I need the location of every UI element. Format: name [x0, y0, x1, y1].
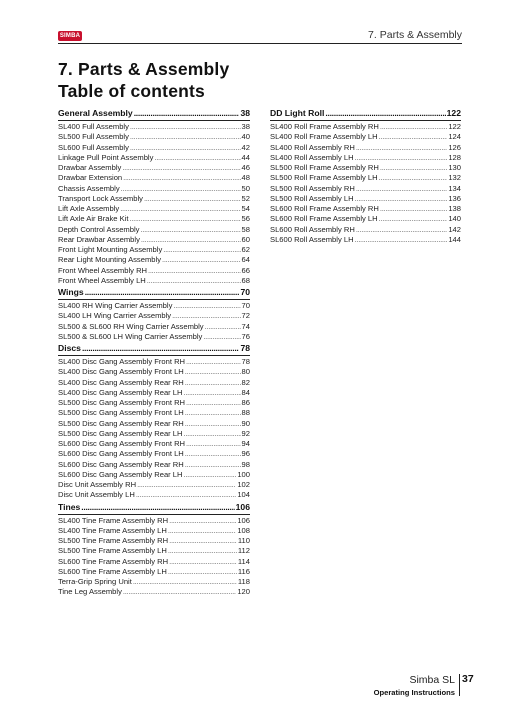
toc-entry-page: 104 — [237, 490, 250, 500]
toc-entry-page: 130 — [448, 163, 461, 172]
toc-entry-label: SL500 Roll Assembly RH — [270, 183, 355, 193]
toc-entry[interactable] — [58, 143, 250, 153]
toc-entry[interactable] — [58, 255, 250, 265]
toc-entry[interactable] — [58, 470, 250, 480]
toc-entry[interactable] — [58, 332, 250, 342]
toc-entry-label: SL600 Disc Gang Assembly Rear RH — [58, 459, 184, 469]
toc-entry-page: 124 — [448, 132, 461, 142]
toc-title: Table of contents — [58, 81, 205, 101]
toc-entry-page: 122 — [448, 122, 461, 131]
toc-leader-dots — [185, 449, 241, 459]
toc-entry-label: SL400 Disc Gang Assembly Front RH — [58, 357, 186, 366]
toc-entry-label: Disc Unit Assembly LH — [58, 490, 135, 500]
toc-entry[interactable] — [58, 388, 250, 398]
toc-section — [58, 502, 250, 598]
toc-section-heading[interactable] — [58, 343, 250, 354]
toc-entry-label: SL600 Tine Frame Assembly RH — [58, 556, 169, 566]
toc-entry-label: SL500 Disc Gang Assembly Front LH — [58, 408, 184, 418]
toc-entry[interactable] — [58, 214, 250, 224]
toc-entry[interactable] — [58, 153, 250, 163]
toc-entry[interactable] — [270, 173, 461, 183]
toc-entry[interactable] — [58, 490, 250, 500]
toc-entry[interactable] — [270, 163, 461, 173]
toc-entry-label: SL500 Disc Gang Assembly Rear LH — [58, 428, 183, 438]
toc-entry-label: SL400 Roll Assembly RH — [270, 142, 355, 152]
toc-entry-label: Drawbar Extension — [58, 173, 123, 183]
header-divider — [58, 43, 462, 44]
toc-entry[interactable] — [58, 546, 250, 556]
footer-product-name: Simba SL — [409, 674, 455, 686]
toc-entry-label: SL400 LH Wing Carrier Assembly — [58, 311, 172, 321]
toc-entry[interactable] — [58, 419, 250, 429]
toc-entry-label: SL600 Disc Gang Assembly Front LH — [58, 449, 184, 459]
toc-leader-dots — [81, 502, 234, 513]
toc-entry[interactable] — [58, 460, 250, 470]
toc-leader-dots — [380, 122, 447, 132]
toc-entry-page: 140 — [448, 214, 461, 224]
toc-entry-page: 54 — [241, 204, 250, 213]
toc-entry-label: SL600 Roll Frame Assembly LH — [270, 214, 378, 224]
toc-entry-page: 100 — [237, 469, 250, 479]
toc-leader-dots — [379, 132, 448, 142]
toc-entry[interactable] — [58, 480, 250, 490]
toc-entry-page: 82 — [241, 377, 250, 387]
toc-entry-page: 46 — [241, 163, 250, 172]
toc-entry[interactable] — [58, 577, 250, 587]
toc-leader-dots — [148, 266, 241, 276]
footer-subtitle: Operating Instructions — [373, 688, 455, 697]
toc-entry[interactable] — [58, 163, 250, 173]
toc-entry-label: SL400 Roll Frame Assembly RH — [270, 122, 379, 131]
toc-leader-dots — [185, 367, 241, 377]
toc-entry-label: Front Wheel Assembly RH — [58, 265, 148, 275]
toc-section-divider — [58, 514, 250, 515]
toc-entry[interactable] — [270, 235, 461, 245]
toc-entry-page: 92 — [241, 428, 250, 438]
toc-entry-label: SL600 Tine Frame Assembly LH — [58, 566, 167, 576]
toc-entry-label: Rear Light Mounting Assembly — [58, 255, 161, 265]
toc-leader-dots — [168, 526, 236, 536]
toc-leader-dots — [130, 132, 241, 142]
page-number: 37 — [462, 673, 474, 685]
toc-entry[interactable] — [270, 194, 461, 204]
toc-entry[interactable] — [270, 204, 461, 214]
simba-logo — [58, 31, 82, 41]
toc-leader-dots — [141, 235, 241, 245]
toc-leader-dots — [147, 276, 241, 286]
toc-heading-label: General Assembly — [58, 108, 133, 118]
toc-leader-dots — [85, 287, 240, 298]
toc-entry-label: SL600 Roll Assembly LH — [270, 234, 354, 244]
toc-entry-label: SL400 RH Wing Carrier Assembly — [58, 301, 173, 310]
toc-entry-page: 86 — [241, 398, 250, 407]
toc-entry-label: SL500 Roll Frame Assembly RH — [270, 163, 379, 172]
toc-leader-dots — [185, 419, 241, 429]
toc-leader-dots — [121, 184, 241, 194]
logo-text: SIMBA — [59, 33, 81, 39]
toc-entry[interactable] — [270, 132, 461, 142]
toc-entry[interactable] — [58, 536, 250, 546]
toc-leader-dots — [184, 388, 241, 398]
toc-section-heading[interactable] — [270, 108, 461, 119]
toc-entry-label: SL600 Roll Frame Assembly RH — [270, 204, 379, 213]
toc-leader-dots — [184, 429, 241, 439]
toc-entry-page: 116 — [237, 566, 250, 576]
toc-heading-page: 122 — [446, 108, 461, 118]
toc-entry-page: 58 — [241, 224, 250, 234]
toc-leader-dots — [169, 536, 237, 546]
toc-entry[interactable] — [58, 173, 250, 183]
toc-entry-page: 44 — [241, 152, 250, 162]
toc-entry-label: Terra-Grip Spring Unit — [58, 577, 132, 586]
toc-leader-dots — [203, 332, 240, 342]
toc-leader-dots — [122, 163, 240, 173]
toc-entry-label: SL400 Roll Frame Assembly LH — [270, 132, 378, 142]
toc-entry-page: 76 — [241, 331, 250, 341]
toc-entry-label: SL400 Full Assembly — [58, 122, 129, 131]
footer-divider — [459, 674, 460, 696]
toc-entry-page: 110 — [237, 536, 250, 545]
toc-entry-label: Disc Unit Assembly RH — [58, 480, 137, 489]
toc-leader-dots — [169, 516, 236, 526]
toc-entry[interactable] — [58, 322, 250, 332]
toc-leader-dots — [356, 143, 447, 153]
toc-entry-page: 96 — [241, 449, 250, 459]
toc-heading-label: Tines — [58, 501, 81, 512]
toc-entry[interactable] — [58, 266, 250, 276]
toc-entry-page: 90 — [241, 418, 250, 428]
toc-entry[interactable] — [58, 276, 250, 286]
toc-entry-page: 52 — [241, 193, 250, 203]
toc-leader-dots — [185, 460, 241, 470]
toc-entry-page: 112 — [237, 546, 250, 556]
toc-entry[interactable] — [58, 516, 250, 526]
toc-entry[interactable] — [270, 153, 461, 163]
toc-left-column — [58, 108, 250, 599]
toc-entry[interactable] — [58, 398, 250, 408]
toc-entry[interactable] — [58, 587, 250, 597]
toc-leader-dots — [380, 204, 447, 214]
toc-entry-label: SL400 Tine Frame Assembly RH — [58, 515, 169, 525]
toc-leader-dots — [356, 225, 447, 235]
toc-section-divider — [58, 355, 250, 356]
toc-entry[interactable] — [58, 132, 250, 142]
toc-entry-page: 144 — [448, 234, 461, 244]
toc-entry[interactable] — [58, 184, 250, 194]
toc-entry-page: 128 — [448, 152, 461, 162]
toc-entry[interactable] — [58, 449, 250, 459]
toc-heading-label: Discs — [58, 343, 81, 353]
toc-entry-page: 134 — [448, 183, 461, 193]
toc-entry[interactable] — [270, 225, 461, 235]
toc-entry-label: SL500 Disc Gang Assembly Rear RH — [58, 418, 184, 428]
toc-entry-page: 42 — [241, 142, 250, 152]
toc-section — [58, 343, 250, 501]
toc-leader-dots — [186, 398, 241, 408]
toc-entry-page: 84 — [241, 387, 250, 397]
toc-section — [270, 108, 461, 245]
header-section-title: 7. Parts & Assembly — [368, 29, 462, 41]
toc-heading-page: 106 — [235, 501, 250, 512]
toc-leader-dots — [130, 143, 241, 153]
toc-leader-dots — [130, 122, 241, 132]
toc-entry-page: 68 — [241, 275, 250, 285]
toc-entry[interactable] — [270, 214, 461, 224]
toc-entry-label: SL500 Full Assembly — [58, 132, 129, 142]
toc-leader-dots — [185, 378, 241, 388]
toc-entry[interactable] — [58, 429, 250, 439]
toc-entry-page: 56 — [241, 214, 250, 224]
toc-leader-dots — [173, 301, 240, 311]
chapter-title: 7. Parts & Assembly — [58, 59, 230, 79]
toc-entry-label: SL400 Disc Gang Assembly Rear LH — [58, 387, 183, 397]
toc-entry-page: 40 — [241, 132, 250, 142]
toc-section-heading[interactable] — [58, 287, 250, 298]
toc-leader-dots — [136, 490, 237, 500]
toc-entry-label: Depth Control Assembly — [58, 224, 140, 234]
toc-entry-page: 64 — [241, 255, 250, 265]
toc-entry-label: SL500 & SL600 LH Wing Carrier Assembly — [58, 331, 203, 341]
toc-entry-label: Lift Axle Air Brake Kit — [58, 214, 129, 224]
toc-entry[interactable] — [58, 378, 250, 388]
toc-leader-dots — [162, 255, 241, 265]
toc-entry[interactable] — [58, 567, 250, 577]
toc-entry-page: 60 — [241, 234, 250, 244]
toc-entry-label: SL600 Disc Gang Assembly Rear LH — [58, 469, 183, 479]
toc-entry[interactable] — [58, 557, 250, 567]
toc-entry[interactable] — [58, 311, 250, 321]
toc-entry[interactable] — [58, 439, 250, 449]
toc-heading-page: 70 — [240, 287, 250, 297]
toc-leader-dots — [185, 408, 241, 418]
toc-entry-label: SL500 Disc Gang Assembly Front RH — [58, 398, 186, 407]
toc-entry-label: Front Light Mounting Assembly — [58, 245, 163, 254]
toc-entry-page: 50 — [241, 183, 250, 193]
toc-entry-label: Rear Drawbar Assembly — [58, 234, 140, 244]
toc-entry-page: 106 — [237, 515, 250, 525]
toc-entry-page: 70 — [241, 301, 250, 310]
toc-leader-dots — [168, 567, 237, 577]
toc-leader-dots — [129, 214, 240, 224]
toc-entry[interactable] — [58, 194, 250, 204]
toc-entry-label: SL600 Roll Assembly RH — [270, 224, 355, 234]
toc-entry-page: 136 — [448, 193, 461, 203]
toc-section-divider — [270, 120, 461, 121]
toc-entry-label: SL600 Full Assembly — [58, 142, 129, 152]
toc-section-divider — [58, 120, 250, 121]
toc-entry-page: 102 — [237, 480, 250, 489]
toc-entry-label: SL500 Tine Frame Assembly RH — [58, 536, 169, 545]
toc-leader-dots — [163, 245, 240, 255]
toc-leader-dots — [123, 587, 236, 597]
toc-leader-dots — [186, 357, 241, 367]
toc-section — [58, 287, 250, 342]
toc-entry[interactable] — [58, 235, 250, 245]
toc-leader-dots — [134, 108, 240, 119]
toc-entry[interactable] — [58, 367, 250, 377]
toc-entry-label: Drawbar Assembly — [58, 163, 122, 172]
toc-leader-dots — [380, 163, 447, 173]
toc-entry-label: Front Wheel Assembly LH — [58, 275, 146, 285]
toc-entry-label: SL500 Roll Assembly LH — [270, 193, 354, 203]
toc-entry[interactable] — [58, 301, 250, 311]
toc-leader-dots — [133, 577, 237, 587]
toc-section-heading[interactable] — [58, 502, 250, 513]
toc-entry[interactable] — [270, 143, 461, 153]
toc-leader-dots — [144, 194, 241, 204]
toc-leader-dots — [325, 108, 445, 119]
toc-leader-dots — [379, 214, 448, 224]
toc-entry[interactable] — [270, 184, 461, 194]
toc-right-column — [270, 108, 461, 246]
toc-entry[interactable] — [58, 408, 250, 418]
toc-entry-page: 88 — [241, 408, 250, 418]
toc-entry-label: SL600 Disc Gang Assembly Front RH — [58, 439, 186, 448]
toc-entry-page: 98 — [241, 459, 250, 469]
toc-entry-page: 62 — [241, 245, 250, 254]
toc-entry-page: 108 — [237, 525, 250, 535]
toc-heading-page: 38 — [240, 108, 250, 118]
toc-entry-page: 66 — [241, 265, 250, 275]
toc-entry-page: 94 — [241, 439, 250, 448]
toc-entry-label: Lift Axle Assembly — [58, 204, 120, 213]
toc-leader-dots — [120, 204, 240, 214]
toc-entry-label: SL500 & SL600 RH Wing Carrier Assembly — [58, 321, 204, 331]
toc-leader-dots — [355, 235, 448, 245]
toc-entry[interactable] — [58, 122, 250, 132]
toc-heading-label: DD Light Roll — [270, 108, 325, 118]
toc-entry-page: 142 — [448, 224, 461, 234]
toc-section-divider — [58, 299, 250, 300]
toc-entry-page: 38 — [241, 122, 250, 131]
toc-leader-dots — [123, 173, 240, 183]
toc-leader-dots — [356, 184, 447, 194]
toc-entry-label: SL400 Disc Gang Assembly Rear RH — [58, 377, 184, 387]
toc-entry-page: 74 — [241, 321, 250, 331]
toc-leader-dots — [172, 311, 240, 321]
toc-leader-dots — [154, 153, 240, 163]
toc-section-heading[interactable] — [58, 108, 250, 119]
toc-leader-dots — [184, 470, 237, 480]
toc-entry-page: 114 — [237, 556, 250, 566]
toc-entry-page: 132 — [448, 173, 461, 183]
toc-entry-page: 138 — [448, 204, 461, 213]
toc-leader-dots — [355, 194, 448, 204]
toc-entry[interactable] — [270, 122, 461, 132]
toc-entry-label: SL400 Roll Assembly LH — [270, 152, 354, 162]
toc-entry-label: Tine Leg Assembly — [58, 587, 122, 597]
toc-heading-label: Wings — [58, 287, 84, 297]
toc-entry-page: 48 — [241, 173, 250, 183]
toc-section — [58, 108, 250, 286]
toc-entry[interactable] — [58, 357, 250, 367]
toc-heading-page: 78 — [240, 343, 250, 353]
toc-leader-dots — [186, 439, 241, 449]
toc-entry-page: 118 — [237, 577, 250, 586]
toc-leader-dots — [82, 343, 240, 354]
toc-entry-label: SL400 Disc Gang Assembly Front LH — [58, 367, 184, 377]
toc-leader-dots — [137, 480, 236, 490]
toc-entry-page: 72 — [241, 311, 250, 321]
toc-leader-dots — [169, 557, 237, 567]
toc-entry-label: Transport Lock Assembly — [58, 193, 143, 203]
toc-entry-page: 80 — [241, 367, 250, 377]
toc-entry-page: 126 — [448, 142, 461, 152]
toc-entry-label: SL500 Roll Frame Assembly LH — [270, 173, 378, 183]
toc-entry-page: 120 — [237, 587, 250, 597]
toc-entry[interactable] — [58, 526, 250, 536]
toc-entry-label: Linkage Pull Point Assembly — [58, 152, 154, 162]
toc-leader-dots — [205, 322, 241, 332]
toc-leader-dots — [379, 173, 448, 183]
toc-entry-label: Chassis Assembly — [58, 183, 120, 193]
toc-entry-label: SL500 Tine Frame Assembly LH — [58, 546, 167, 556]
toc-leader-dots — [355, 153, 448, 163]
toc-entry[interactable] — [58, 245, 250, 255]
toc-leader-dots — [140, 225, 240, 235]
toc-entry[interactable] — [58, 204, 250, 214]
toc-entry-page: 78 — [241, 357, 250, 366]
toc-entry-label: SL400 Tine Frame Assembly LH — [58, 525, 167, 535]
toc-entry[interactable] — [58, 225, 250, 235]
toc-leader-dots — [168, 546, 237, 556]
